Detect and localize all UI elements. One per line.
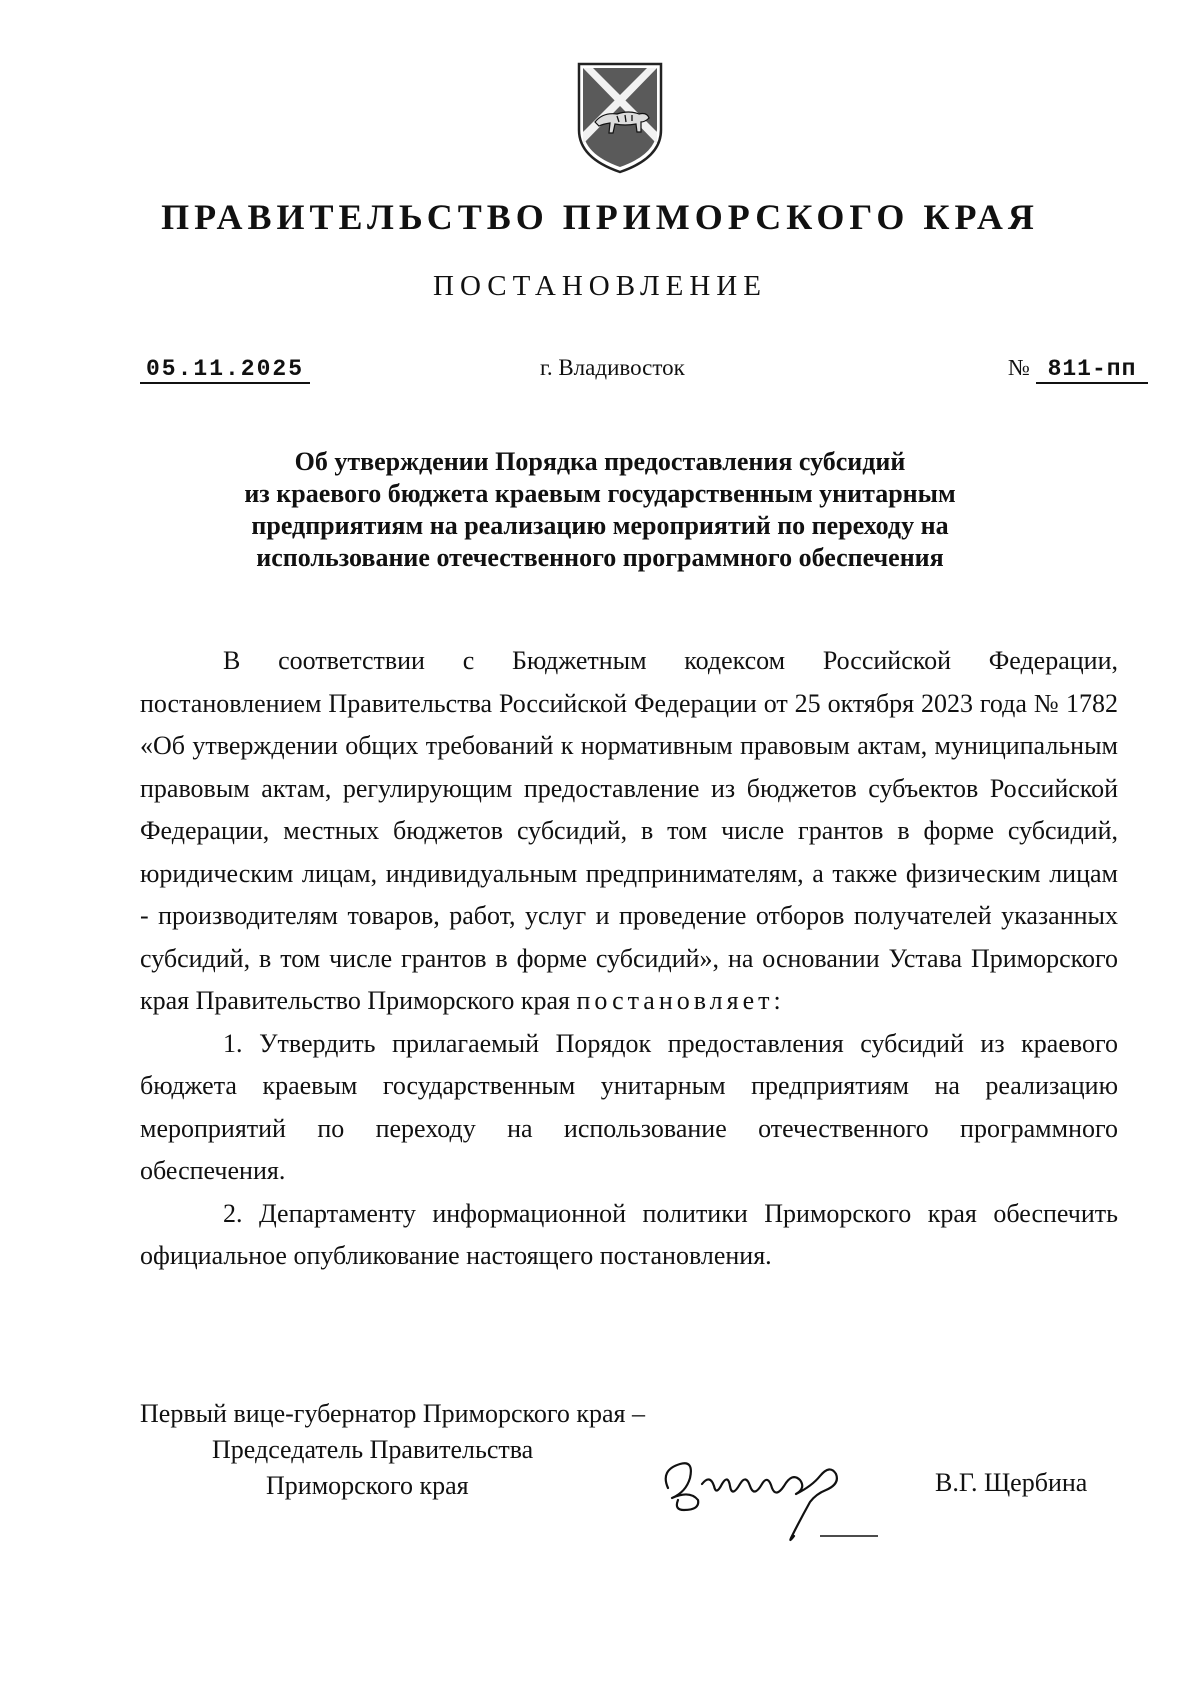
document-number-sign: № — [1008, 355, 1030, 380]
heading-line: использование отечественного программного обеспечения — [256, 543, 944, 572]
document-heading — [100, 446, 1100, 574]
signatory-position — [140, 1396, 645, 1504]
resolves-word: постановляет: — [576, 986, 785, 1015]
intro-text: В соответствии с Бюджетным кодексом Российской Федерации, постановлением Правительства Российской Федерации от 25 октября 2023 года № 1782 «Об утверждении общих требований к нормативным правовым актам, муниципальным правовым актам, регулирующим предоставление из бюджетов субъектов Российской Федерации, местных бюджетов субсидий, в том числе грантов в форме субсидий, юридическим лицам, индивидуальным предпринимателям, а также физическим лицам - производителям товаров, работ, услуг и проведение отборов получателей указанных субсидий, в том числе грантов в форме субсидий», на основании Устава Приморского края Правительство Приморского края — [140, 646, 1118, 1015]
document-number: 811-пп — [1036, 356, 1148, 384]
heading-line: Об утверждении Порядка предоставления субсидий — [294, 447, 906, 476]
document-type: ПОСТАНОВЛЕНИЕ — [433, 270, 767, 302]
document-city: г. Владивосток — [540, 355, 685, 380]
item-2-paragraph: 2. Департаменту информационной политики Приморского края обеспечить официальное опубликование настоящего постановления. — [140, 1198, 1118, 1270]
document-date: 05.11.2025 — [140, 356, 310, 384]
signer-name: В.Г. Щербина — [935, 1468, 1088, 1497]
intro-paragraph — [140, 640, 1118, 1023]
item-1-paragraph: 1. Утвердить прилагаемый Порядок предоставления субсидий из краевого бюджета краевым государственным унитарным предприятиям на реализацию мероприятий по переходу на использование отечественного программного обеспечения. — [140, 1028, 1118, 1185]
coat-of-arms-emblem — [573, 60, 667, 176]
position-line: Приморского края — [266, 1471, 469, 1500]
position-line: Первый вице-губернатор Приморского края – — [140, 1399, 645, 1428]
heading-line: предприятиям на реализацию мероприятий по переходу на — [251, 511, 949, 540]
handwritten-signature — [650, 1440, 880, 1550]
organization-title: ПРАВИТЕЛЬСТВО ПРИМОРСКОГО КРАЯ — [161, 197, 1039, 237]
document-body — [140, 640, 1118, 1278]
heading-line: из краевого бюджета краевым государственным унитарным — [244, 479, 956, 508]
position-line: Председатель Правительства — [212, 1435, 534, 1464]
